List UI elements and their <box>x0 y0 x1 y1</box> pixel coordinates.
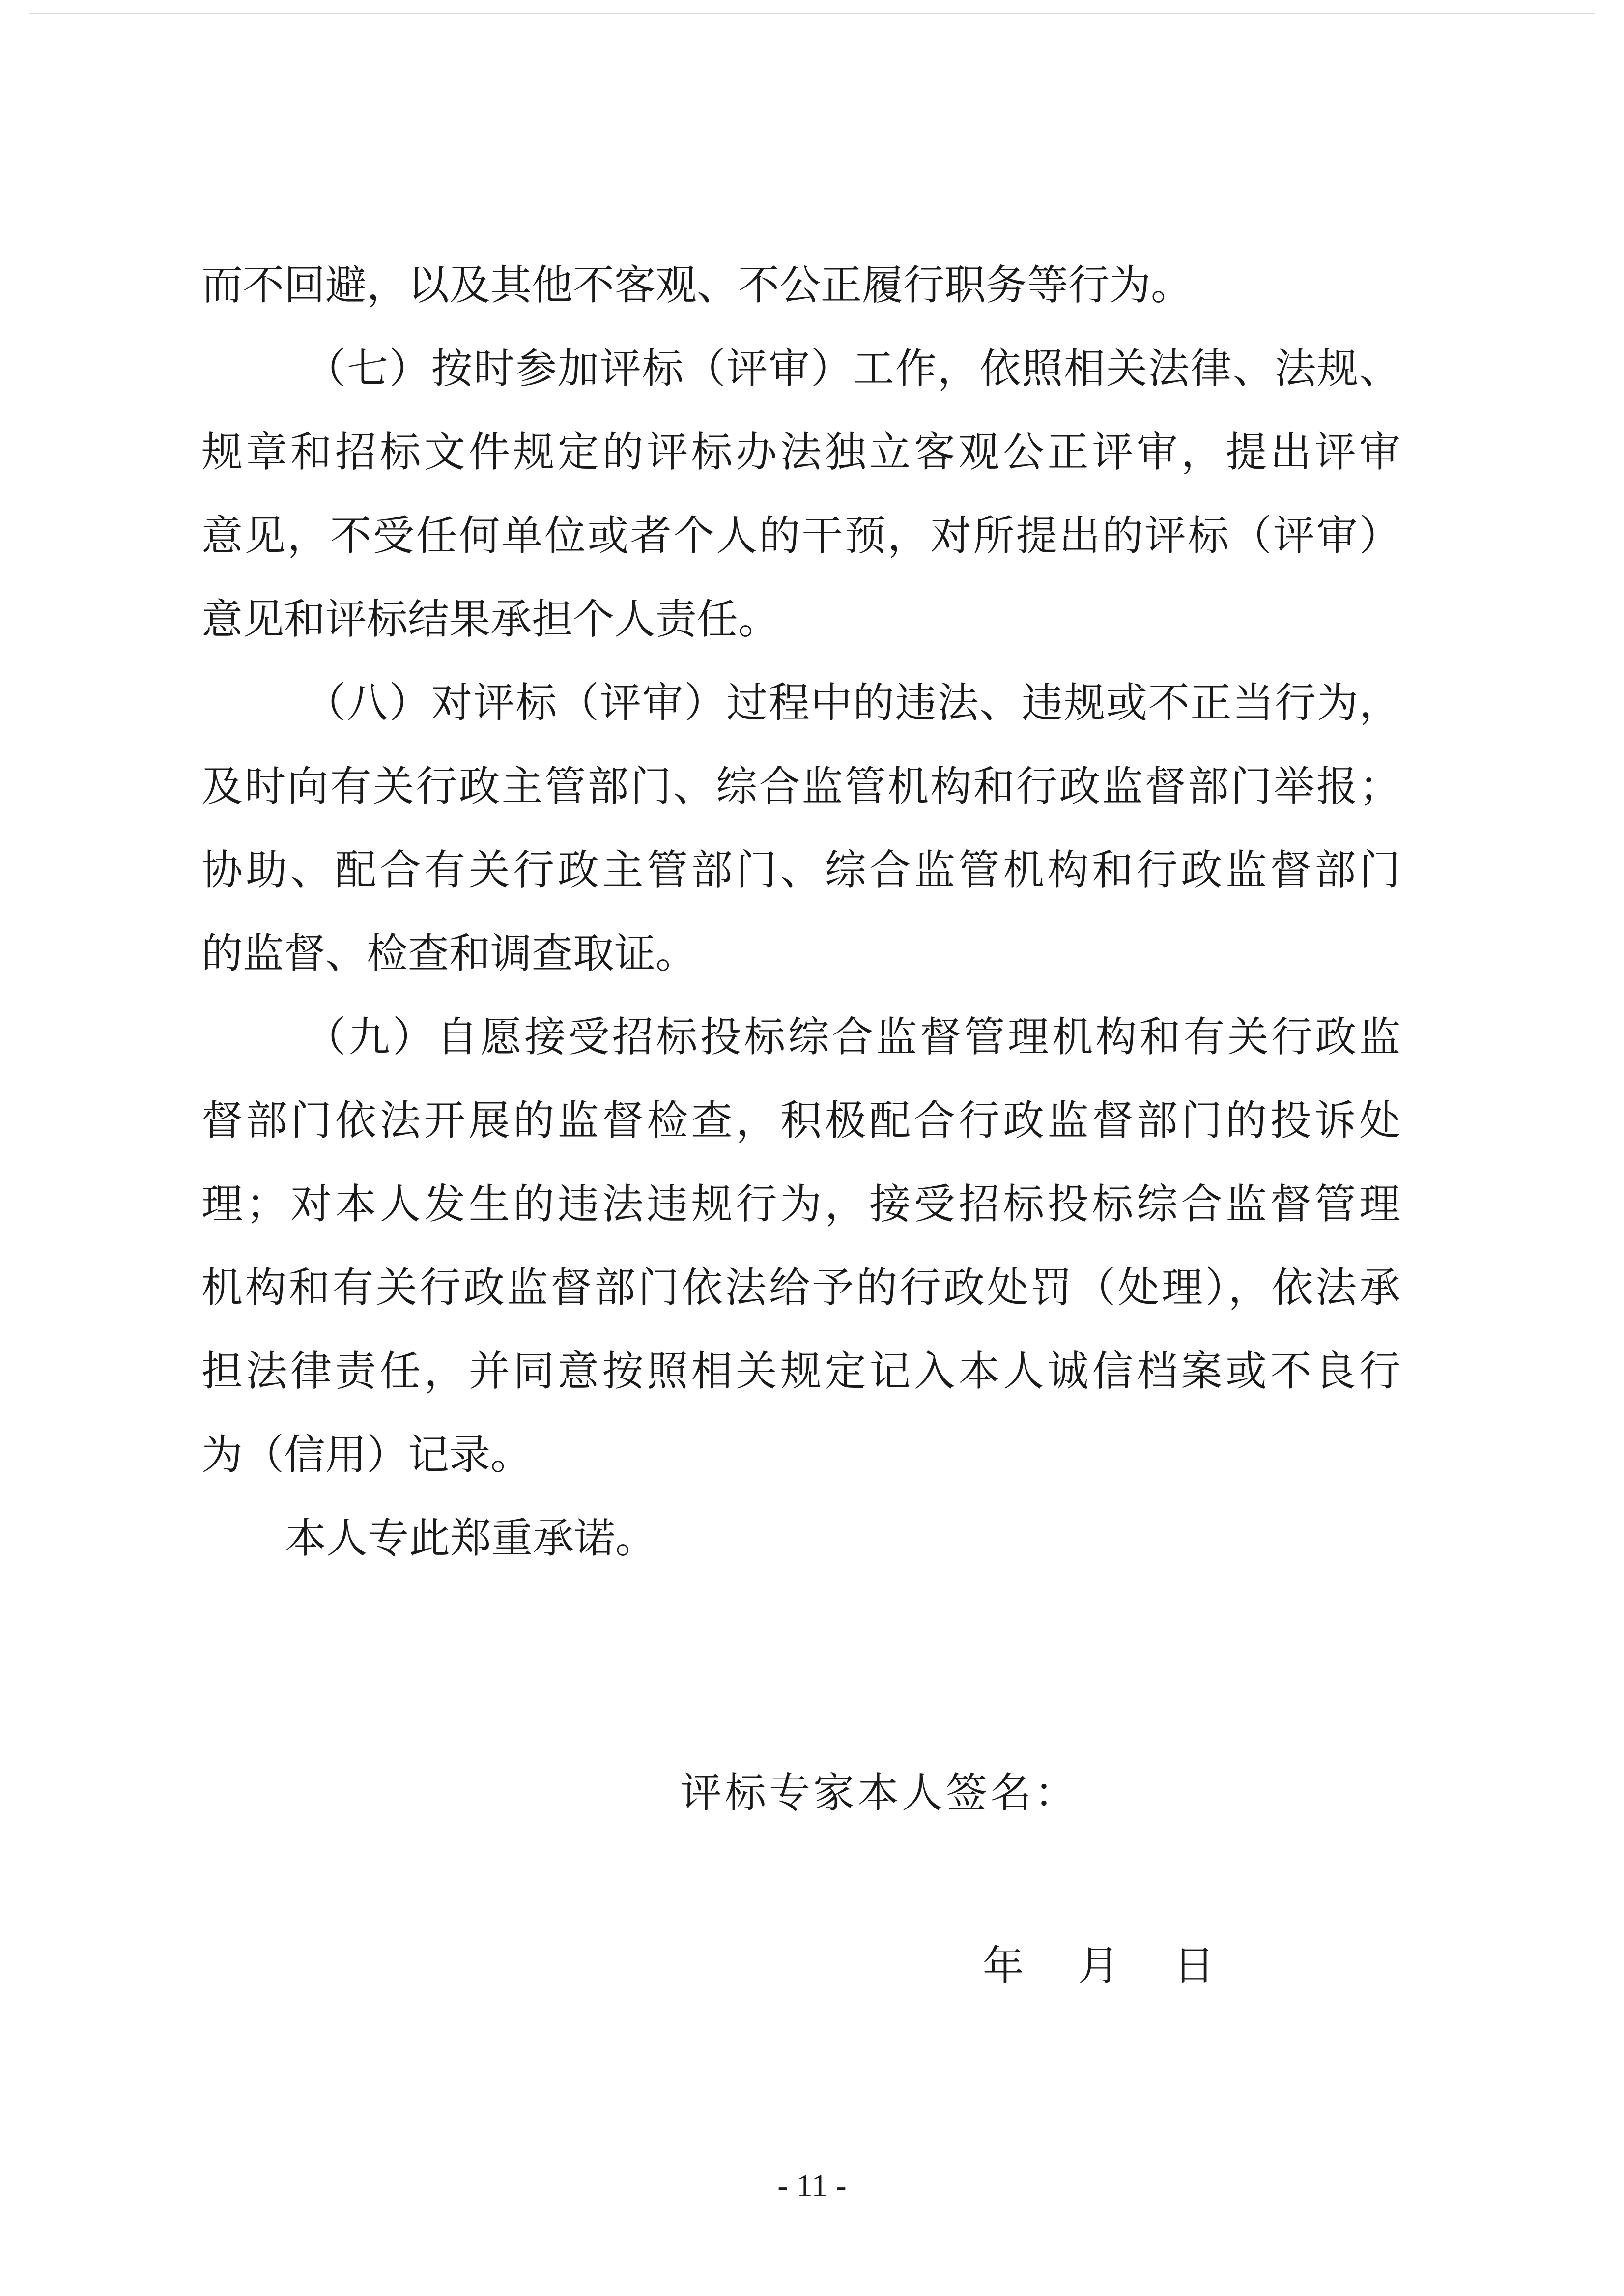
clause-8-heading-line: （八）对评标（评审）过程中的违法、违规或不正当行为， <box>305 679 1400 727</box>
date-line <box>983 1941 1215 1990</box>
text-line: 为（信用）记录。 <box>201 1431 532 1479</box>
date-year-label: 年 <box>983 1942 1025 1990</box>
text-line: 担法律责任，并同意按照相关规定记入本人诚信档案或不良行 <box>201 1347 1400 1395</box>
text-line: 协助、配合有关行政主管部门、综合监管机构和行政监督部门 <box>201 846 1400 894</box>
signature-label: 评标专家本人签名： <box>681 1769 1079 1817</box>
text-line: 规章和招标文件规定的评标办法独立客观公正评审，提出评审 <box>201 428 1400 476</box>
text-line: 意见和评标结果承担个人责任。 <box>201 595 780 643</box>
scan-edge <box>29 13 1595 14</box>
text-line: 意见，不受任何单位或者个人的干预，对所提出的评标（评审） <box>201 512 1400 560</box>
text-line: 及时向有关行政主管部门、综合监管机构和行政监督部门举报； <box>201 762 1400 810</box>
date-day-label: 日 <box>1173 1942 1215 1990</box>
text-line: 的监督、检查和调查取证。 <box>201 929 697 977</box>
text-line: 机构和有关行政监督部门依法给予的行政处罚（处理），依法承 <box>201 1263 1400 1312</box>
page-number: - 11 - <box>777 2168 847 2204</box>
clause-9-heading-line: （九）自愿接受招标投标综合监督管理机构和有关行政监 <box>305 1013 1400 1061</box>
text-line: 理；对本人发生的违法违规行为，接受招标投标综合监督管理 <box>201 1180 1400 1228</box>
pledge-closing-line: 本人专此郑重承诺。 <box>285 1514 657 1562</box>
clause-7-heading-line: （七）按时参加评标（评审）工作，依照相关法律、法规、 <box>305 344 1400 393</box>
text-line: 督部门依法开展的监督检查，积极配合行政监督部门的投诉处 <box>201 1096 1400 1145</box>
date-month-label: 月 <box>1078 1942 1120 1990</box>
text-line: 而不回避，以及其他不客观、不公正履行职务等行为。 <box>201 261 1193 309</box>
